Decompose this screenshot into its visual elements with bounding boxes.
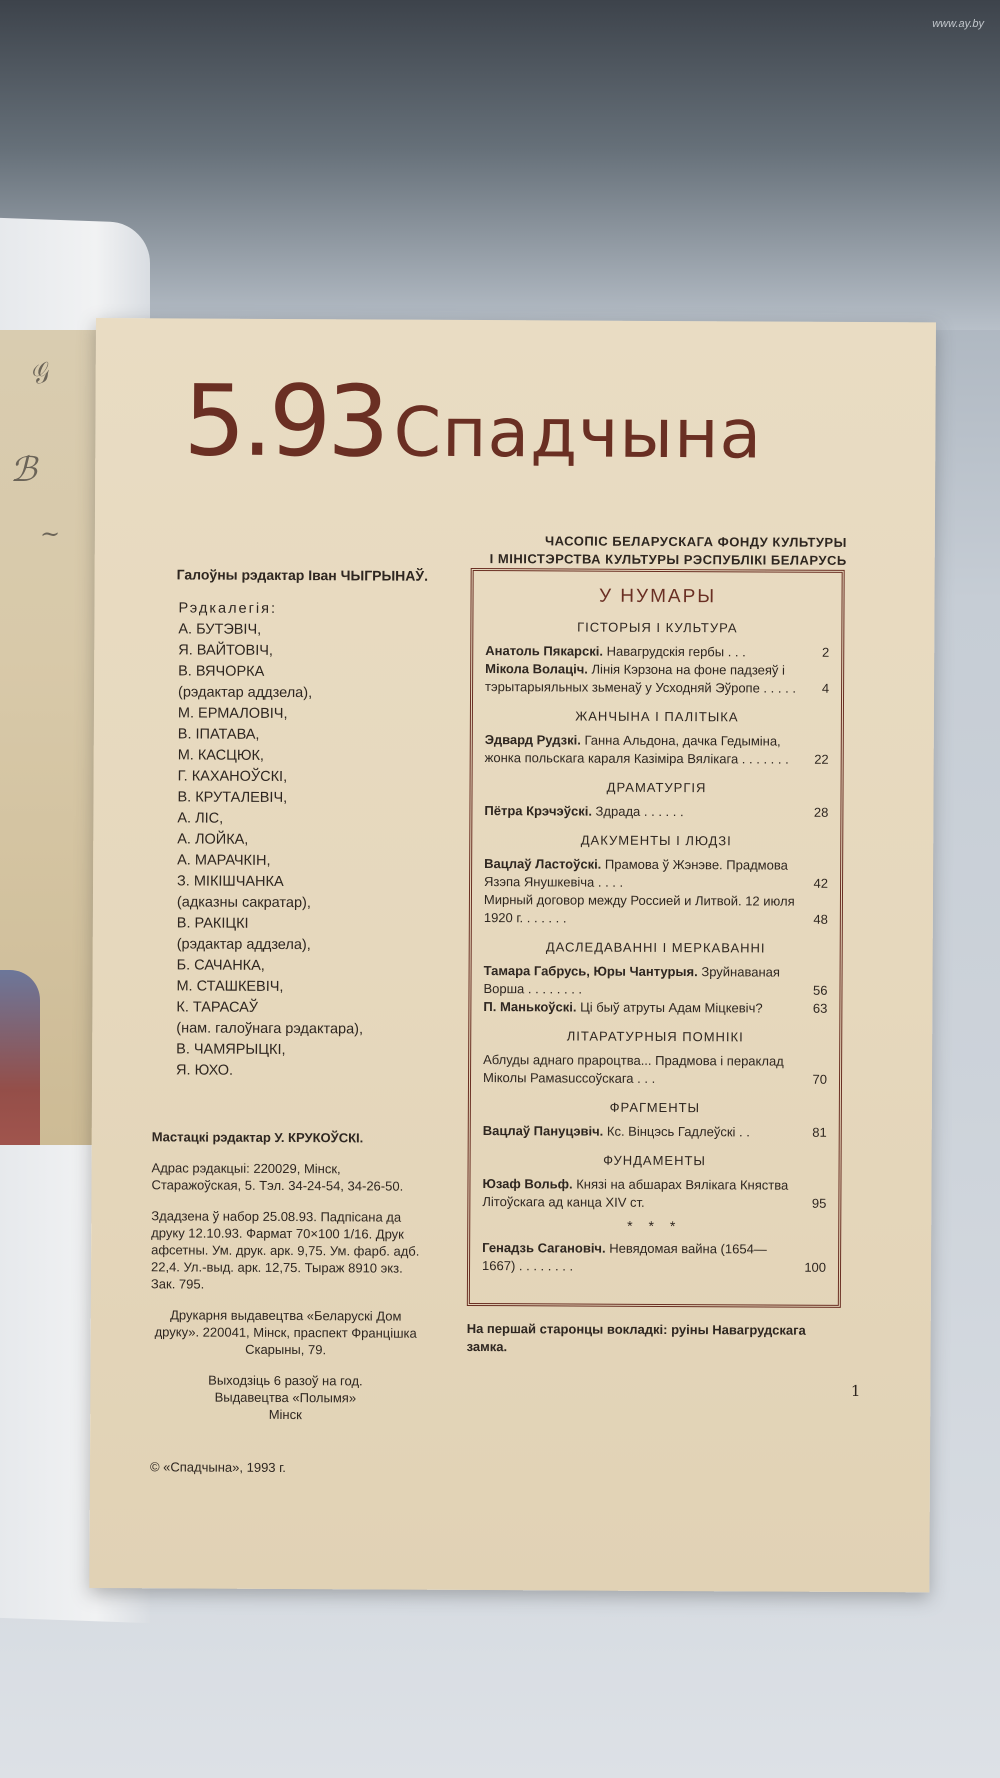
toc-entry: [483, 1122, 827, 1142]
board-member: А. БУТЭВІЧ,: [178, 621, 262, 638]
toc-entry-text: [482, 1175, 794, 1213]
toc-page-number: 48: [813, 911, 828, 927]
toc-entry-text: [485, 731, 797, 769]
board-members: [176, 619, 365, 1082]
toc-entry: [483, 962, 827, 1000]
board-member: К. ТАРАСАЎ: [176, 999, 259, 1016]
board-member: Б. САЧАНКА,: [176, 957, 265, 974]
board-member: В. РАКІЦКІ: [176, 915, 249, 932]
toc-author: Анатоль Пякарскі.: [485, 643, 604, 659]
toc-entry: [483, 1051, 827, 1089]
board-member: Г. КАХАНОЎСКІ,: [177, 768, 288, 786]
toc-author: Тамара Габрусь, Юры Чантурыя.: [483, 963, 698, 980]
toc-section-heading: ДРАМАТУРГІЯ: [606, 779, 707, 796]
toc-entry-text: [485, 642, 797, 662]
toc-article-title: Мирный договор между Россией и Литвой. 12 июля 1920 г. . . . . . .: [483, 892, 795, 926]
toc-article-title: Прамова ў Жэнэве. Прадмова Язэпа Янушкевіча . . . .: [484, 856, 788, 890]
script-decoration: ~: [40, 520, 61, 548]
toc-section-heading: ЖАНЧЫНА І ПАЛІТЫКА: [575, 708, 739, 725]
toc-entry: [485, 731, 829, 769]
toc-article-title: Лінія Кэрзона на фоне падзеяў і тэрытарыяльных зьменаў у Усходняй Эўропе . . . . .: [485, 661, 797, 696]
toc-section-heading: ФРАГМЕНТЫ: [609, 1099, 701, 1116]
imprint: [150, 1128, 422, 1437]
toc-page-number: 70: [812, 1071, 828, 1087]
cover-note: На першай старонцы вокладкі: руіны Навагрудскага замка.: [466, 1320, 806, 1355]
script-decoration: 𝒢: [25, 357, 53, 393]
toc-entry-text: [484, 891, 796, 929]
board-member: А. МАРАЧКІН,: [177, 852, 271, 869]
board-member: З. МІКІШЧАНКА: [177, 873, 284, 890]
frequency: Выходзіць 6 разоў на год.: [208, 1372, 363, 1389]
toc-page-number: 81: [812, 1124, 827, 1140]
toc-article-title: Кс. Вінцэсь Гадлеўскі . .: [606, 1123, 750, 1140]
copyright: © «Спадчына», 1993 г.: [149, 1459, 286, 1476]
printer-info: Друкарня выдавецтва «Беларускі Дом друку». 220041, Мінск, праспект Францішка Скарыны, 79.: [154, 1307, 417, 1358]
board-member: Я. ВАЙТОВІЧ,: [178, 642, 274, 659]
page-number: 1: [850, 1381, 861, 1401]
board-member: (адказны сакратар),: [176, 894, 311, 912]
toc-page-number: 42: [813, 875, 829, 891]
toc-entry: [484, 802, 828, 822]
toc-author: Эдвард Рудзкі.: [484, 732, 581, 748]
board-member: В. ІПАТАВА,: [177, 726, 260, 743]
board-member: (рэдактар аддзела),: [177, 684, 313, 702]
toc-entry: [482, 1239, 826, 1277]
board-member: М. КАСЦЮК,: [177, 747, 265, 764]
magazine-title: Спадчына: [393, 393, 763, 475]
publisher-line: І МІНІСТЭРСТВА КУЛЬТУРЫ РЭСПУБЛІКІ БЕЛАРУСЬ: [489, 551, 847, 568]
toc-author: Пётра Крэчэўскі.: [484, 803, 592, 819]
toc-entry-text: [485, 660, 797, 698]
board-member: (рэдактар аддзела),: [176, 936, 311, 954]
toc-page-number: 95: [811, 1195, 827, 1211]
toc-entry: [484, 855, 828, 893]
toc-article-title: Аблуды аднаго прароцтва... Прадмова і пераклад Міколы Рамаsuccоўскага . . .: [482, 1052, 784, 1086]
toc-section-heading: ДАКУМЕНТЫ І ЛЮДЗІ: [580, 832, 732, 849]
toc-entry-text: [484, 802, 796, 822]
art-editor: Мастацкі рэдактар У. КРУКОЎСКІ.: [151, 1129, 364, 1146]
toc-section-heading: ДАСЛЕДАВАННІ І МЕРКАВАННІ: [545, 939, 766, 956]
toc-article-title: Ганна Альдона, дачка Гедыміна, жонка польскага караля Казіміра Вялікага . . . . . . .: [484, 732, 789, 767]
issue-number: 5.93: [183, 364, 386, 480]
toc-sections: [482, 619, 829, 1277]
printing-details: Здадзена ў набор 25.08.93. Падпісана да друку 12.10.93. Фармат 70×100 1/16. Друк афсетны. Ум. друк. арк. 9,75. Ум. фарб. адб. 22,4. Ул.-выд. арк. 12,75. Тыраж 8910 экз. Зак. 795.: [150, 1208, 420, 1292]
toc-page-number: 2: [821, 644, 830, 660]
board-member: М. ЕРМАЛОВІЧ,: [177, 705, 288, 723]
toc-author: Генадзь Сагановіч.: [482, 1240, 606, 1256]
toc-article-title: Князі на абшарах Вялікага Княства Літоўскага ад канца XIV ст.: [482, 1176, 789, 1210]
toc-author: П. Манькоўскі.: [483, 999, 577, 1015]
toc-article-title: Ці быў атруты Адам Міцкевіч?: [580, 999, 763, 1016]
editor-in-chief: [177, 566, 428, 583]
toc-section-heading: ЛІТАРАТУРНЫЯ ПОМНІКІ: [566, 1028, 744, 1045]
toc-entry-text: [482, 1239, 794, 1277]
toc-entry: [482, 1175, 826, 1213]
board-member: В. ВЯЧОРКА: [178, 663, 265, 680]
board-member: М. СТАШКЕВІЧ,: [176, 978, 284, 995]
toc-entry-text: [483, 1051, 795, 1089]
toc-section-heading: ГІСТОРЫЯ І КУЛЬТУРА: [577, 619, 738, 636]
watermark: www.ay.by: [932, 18, 984, 30]
toc-section-heading: * * *: [627, 1217, 682, 1235]
toc-entry: [483, 998, 827, 1018]
toc-author: Вацлаў Ластоўскі.: [484, 856, 602, 872]
magazine-page: [89, 318, 936, 1592]
board-member: А. ЛІС,: [177, 810, 224, 827]
toc-article-title: Зруйнаваная Ворша . . . . . . . .: [483, 964, 780, 997]
flag-illustration: [0, 970, 40, 1145]
toc-author: Вацлаў Пануцэвіч.: [482, 1123, 604, 1139]
masthead: [183, 346, 763, 499]
toc-entry-text: [484, 855, 796, 893]
editorial-board: [176, 598, 365, 1082]
toc-page-number: 63: [812, 1000, 828, 1016]
toc-article-title: Невядомая вайна (1654—1667) . . . . . . . .: [482, 1240, 767, 1274]
toc-entry-text: [483, 998, 795, 1018]
editor-name: Іван ЧЫГРЫНАЎ.: [308, 567, 429, 584]
toc-author: Юзаф Вольф.: [482, 1176, 573, 1192]
script-decoration: ℬ: [10, 450, 37, 490]
board-member: В. КРУТАЛЕВІЧ,: [177, 789, 288, 807]
publisher-info: [490, 532, 847, 570]
toc-entry-text: [483, 962, 795, 1000]
board-member: В. ЧАМЯРЫЦКІ,: [176, 1041, 286, 1059]
editor-label: Галоўны рэдактар: [176, 566, 305, 584]
city: Мінск: [268, 1406, 302, 1423]
publishing-house: Выдавецтва «Полымя»: [214, 1389, 357, 1406]
toc-page-number: 4: [821, 680, 830, 696]
toc-page-number: 22: [814, 751, 829, 767]
board-heading: Рэдкалегія:: [178, 600, 278, 617]
editorial-address: Адрас рэдакцыі: 220029, Мінск, Старажоўская, 5. Тэл. 34-24-54, 34-26-50.: [151, 1160, 404, 1194]
toc-article-title: Навагрудскія гербы . . .: [606, 643, 746, 660]
toc-entry: [484, 891, 828, 929]
toc-page-number: 100: [804, 1259, 827, 1275]
toc-article-title: Здрада . . . . . .: [595, 803, 684, 820]
table-of-contents: [467, 568, 845, 1308]
toc-section-heading: ФУНДАМЕНТЫ: [603, 1152, 707, 1169]
toc-entry-text: [483, 1122, 795, 1142]
board-member: (нам. галоўнага рэдактара),: [176, 1020, 364, 1038]
toc-entry: [485, 642, 829, 662]
toc-entry: [485, 660, 829, 698]
toc-page-number: 28: [813, 804, 829, 820]
toc-title: У НУМАРЫ: [598, 585, 717, 608]
background-surface: [0, 0, 1000, 330]
board-member: А. ЛОЙКА,: [177, 831, 249, 848]
publisher-line: ЧАСОПІС БЕЛАРУСКАГА ФОНДУ КУЛЬТУРЫ: [544, 533, 847, 550]
toc-author: Мікола Волаціч.: [485, 661, 588, 677]
toc-page-number: 56: [812, 982, 828, 998]
board-member: Я. ЮХО.: [176, 1062, 234, 1079]
